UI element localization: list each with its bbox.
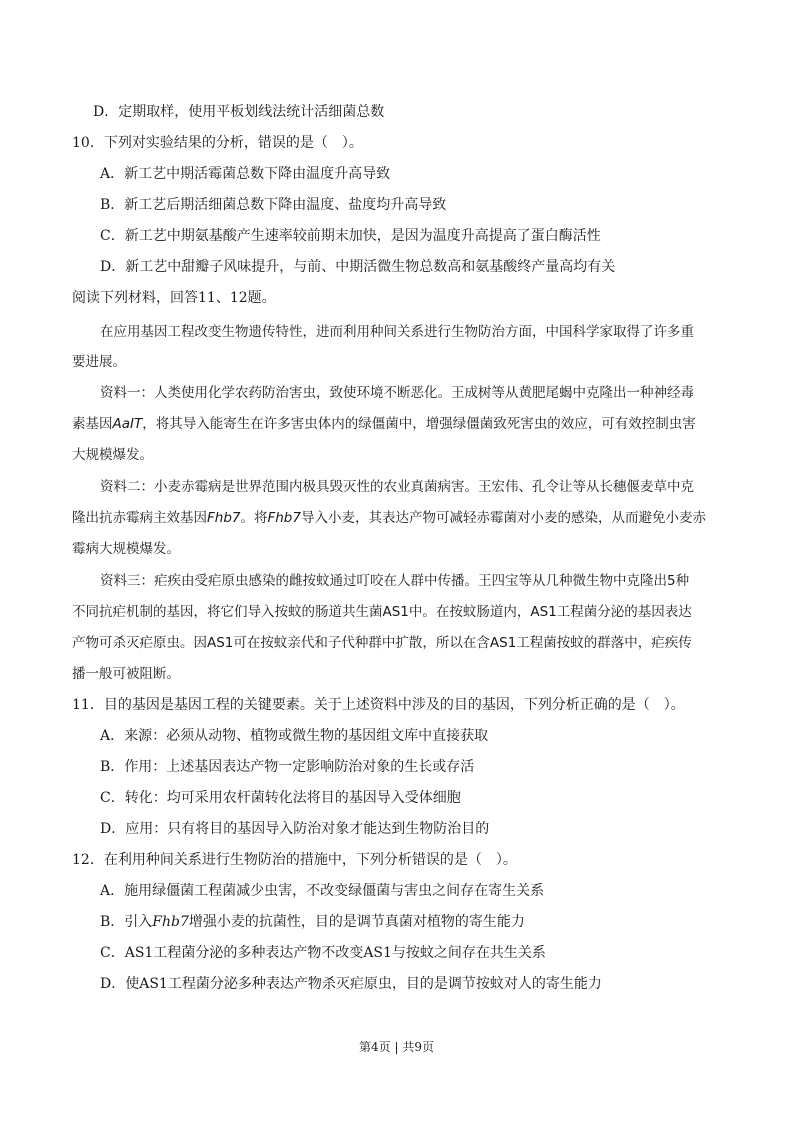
q11-option-b: B．作用：上述基因表达产物一定影响防治对象的生长或存活 (100, 759, 475, 775)
q10-stem: 10．下列对实验结果的分析，错误的是（ ）。 (72, 135, 363, 151)
material3-line2: 不同抗疟机制的基因，将它们导入按蚊的肠道共生菌AS1中。在按蚊肠道内，AS1工程菌分泌的基因表达 (72, 604, 692, 620)
q10-option-a: A．新工艺中期活霉菌总数下降由温度升高导致 (100, 166, 391, 182)
material1-line3: 大规模爆发。 (72, 447, 153, 463)
gene-fhb7-q12: Fhb7 (152, 914, 189, 930)
material2-line3: 霉病大规模爆发。 (72, 541, 180, 557)
q11-option-a: A．来源：必须从动物、植物或微生物的基因组文库中直接获取 (100, 728, 489, 744)
gene-fhb7: Fhb7 (207, 510, 241, 526)
page-footer: 第4页 | 共9页 (359, 1040, 434, 1054)
material2-line1: 资料二：小麦赤霉病是世界范围内极具毁灭性的农业真菌病害。王宏伟、孔令让等从长穗偃麦草中克 (100, 479, 694, 495)
q10-option-b: B．新工艺后期活细菌总数下降由温度、盐度均升高导致 (100, 197, 447, 213)
q10-option-c: C．新工艺中期氨基酸产生速率较前期末加快，是因为温度升高提高了蛋白酶活性 (100, 228, 601, 244)
q12-option-c: C．AS1工程菌分泌的多种表达产物不改变AS1与按蚊之间存在共生关系 (100, 945, 546, 961)
material3-line3: 产物可杀灭疟原虫。因AS1可在按蚊亲代和子代种群中扩散，所以在含AS1工程菌按蚊的群落中，疟疾传 (72, 635, 692, 651)
gene-fhb7-2: Fhb7 (267, 510, 301, 526)
reading-intro: 阅读下列材料，回答11、12题。 (72, 290, 276, 306)
q11-option-c: C．转化：均可采用农杆菌转化法将目的基因导入受体细胞 (100, 790, 461, 806)
material1-line1: 资料一：人类使用化学农药防治害虫，致使环境不断恶化。王成树等从黄肥尾蝎中克隆出一种神经毒 (100, 385, 694, 401)
q11-option-d: D．应用：只有将目的基因导入防治对象才能达到生物防治目的 (100, 821, 490, 837)
q10-option-d: D．新工艺中甜瓣子风味提升，与前、中期活微生物总数高和氨基酸终产量高均有关 (100, 259, 616, 275)
q9-option-d: D．定期取样，使用平板划线法统计活细菌总数 (93, 104, 385, 120)
q11-stem: 11．目的基因是基因工程的关键要素。关于上述资料中涉及的目的基因，下列分析正确的是（ ）。 (72, 697, 685, 713)
reading-para1-line2: 要进展。 (72, 354, 126, 370)
q12-option-a: A．施用绿僵菌工程菌减少虫害，不改变绿僵菌与害虫之间存在寄生关系 (100, 883, 545, 899)
material1-line2: 素基因AaIT，将其导入能寄生在许多害虫体内的绿僵菌中，增强绿僵菌致死害虫的效应，可有效控制虫害 (72, 416, 696, 432)
q12-stem: 12．在利用种间关系进行生物防治的措施中，下列分析错误的是（ ）。 (72, 852, 517, 868)
q12-option-d: D．使AS1工程菌分泌多种表达产物杀灭疟原虫，目的是调节按蚊对人的寄生能力 (100, 976, 602, 992)
q12-option-b: B．引入Fhb7增强小麦的抗菌性，目的是调节真菌对植物的寄生能力 (100, 914, 525, 930)
material3-line4: 播一般可被阻断。 (72, 666, 180, 682)
material3-line1: 资料三：疟疾由受疟原虫感染的雌按蚊通过叮咬在人群中传播。王四宝等从几种微生物中克隆出5种 (100, 573, 690, 589)
reading-para1-line1: 在应用基因工程改变生物遗传特性，进而利用种间关系进行生物防治方面，中国科学家取得了许多重 (100, 324, 694, 340)
gene-aait: AaIT (112, 416, 143, 432)
material2-line2: 隆出抗赤霉病主效基因Fhb7。将Fhb7导入小麦，其表达产物可减轻赤霉菌对小麦的感染，从而避免小麦赤 (72, 510, 706, 526)
